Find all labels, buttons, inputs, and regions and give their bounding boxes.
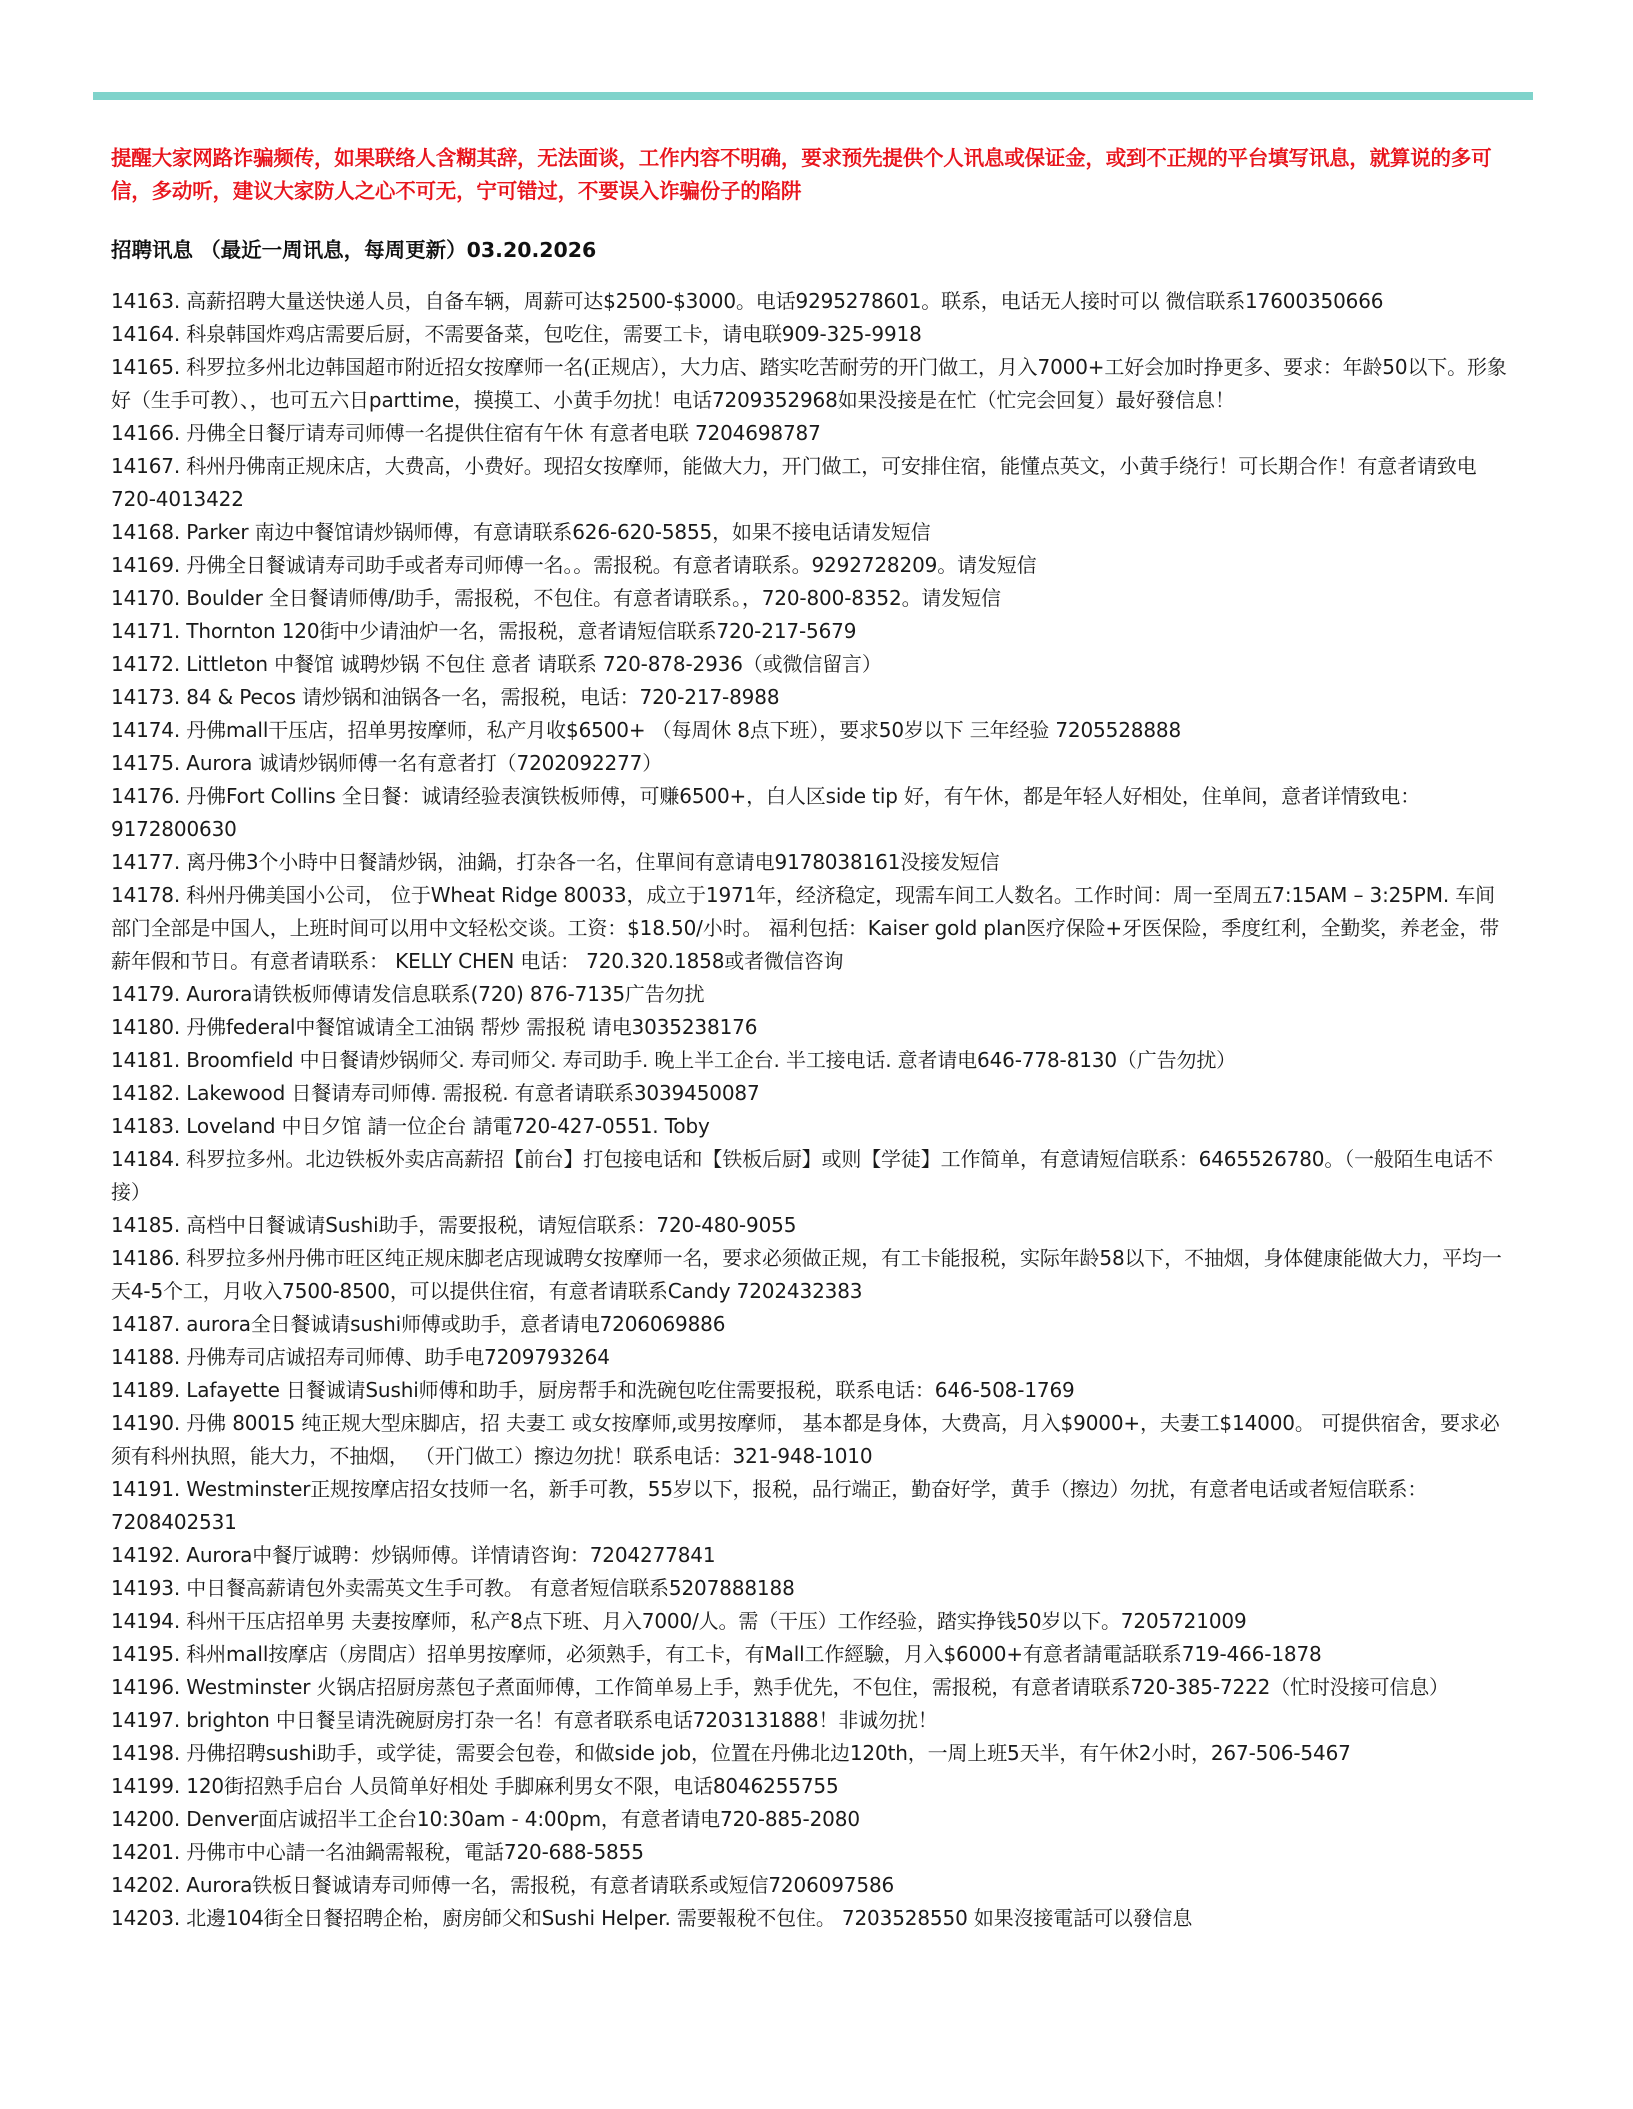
job-listings: [111, 285, 1511, 1935]
listing-item: 14199. 120街招熟手启台 人员简单好相处 手脚麻利男女不限，电话8046255755: [111, 1774, 839, 1798]
listing-item: 14170. Boulder 全日餐请师傅/助手，需报税，不包住。有意者请联系。，720-800-8352。请发短信: [111, 586, 1001, 610]
listing-item: 14183. Loveland 中日夕馆 請一位企台 請電720-427-0551. Toby: [111, 1114, 710, 1138]
top-divider: [93, 92, 1533, 100]
listing-item: 14198. 丹佛招聘sushi助手，或学徒，需要会包卷，和做side job，位置在丹佛北边120th，一周上班5天半，有午休2小时，267-506-5467: [111, 1741, 1351, 1765]
listing-item: 14166. 丹佛全日餐厅请寿司师傅一名提供住宿有午休 有意者电联 7204698787: [111, 421, 821, 445]
listing-item: 14201. 丹佛市中心請一名油鍋需報稅，電話720-688-5855: [111, 1840, 644, 1864]
listing-item: 14176. 丹佛Fort Collins 全日餐：诚请经验表演铁板师傅，可赚6500+，白人区side tip 好，有午休，都是年轻人好相处，住单间，意者详情致电：9172800630: [111, 784, 1421, 841]
listing-item: 14202. Aurora铁板日餐诚请寿司师傅一名，需报税，有意者请联系或短信7206097586: [111, 1873, 895, 1897]
listing-item: 14184. 科罗拉多州。北边铁板外卖店高薪招【前台】打包接电话和【铁板后厨】或则【学徒】工作简单，有意请短信联系：6465526780。（一般陌生电话不接）: [111, 1147, 1494, 1204]
listing-item: 14180. 丹佛federal中餐馆诚请全工油锅 帮炒 需报税 请电3035238176: [111, 1015, 758, 1039]
listing-item: 14175. Aurora 诚请炒锅师傅一名有意者打（7202092277）: [111, 751, 663, 775]
listing-item: 14188. 丹佛寿司店诚招寿司师傅、助手电7209793264: [111, 1345, 610, 1369]
listing-item: 14197. brighton 中日餐呈请洗碗厨房打杂一名！有意者联系电话7203131888！非诚勿扰！: [111, 1708, 938, 1732]
listing-item: 14167. 科州丹佛南正规床店，大费高，小费好。现招女按摩师，能做大力，开门做工，可安排住宿，能懂点英文，小黄手绕行！可长期合作！有意者请致电 720-4013422: [111, 454, 1477, 511]
listing-item: 14168. Parker 南边中餐馆请炒锅师傅，有意请联系626-620-5855，如果不接电话请发短信: [111, 520, 931, 544]
fraud-warning: 提醒大家网路诈骗频传，如果联络人含糊其辞，无法面谈，工作内容不明确，要求预先提供个人讯息或保证金，或到不正规的平台填写讯息，就算说的多可信，多动听，建议大家防人之心不可无，宁可错过，不要误入诈骗份子的陷阱: [111, 146, 1492, 203]
listing-item: 14163. 高薪招聘大量送快递人员，自备车辆，周薪可达$2500-$3000。电话9295278601。联系，电话无人接时可以 微信联系17600350666: [111, 289, 1384, 313]
listing-item: 14179. Aurora请铁板师傅请发信息联系(720) 876-7135广告勿扰: [111, 982, 705, 1006]
listing-item: 14171. Thornton 120街中少请油炉一名，需报税，意者请短信联系720-217-5679: [111, 619, 857, 643]
listing-item: 14193. 中日餐高薪请包外卖需英文生手可教。 有意者短信联系5207888188: [111, 1576, 795, 1600]
listing-item: 14196. Westminster 火锅店招厨房蒸包子煮面师傅，工作简单易上手，熟手优先，不包住，需报税，有意者请联系720-385-7222（忙时没接可信息）: [111, 1675, 1449, 1699]
listing-item: 14169. 丹佛全日餐诚请寿司助手或者寿司师傅一名。。需报税。有意者请联系。9292728209。请发短信: [111, 553, 1037, 577]
listing-item: 14200. Denver面店诚招半工企台10:30am - 4:00pm，有意者请电720-885-2080: [111, 1807, 860, 1831]
listing-item: 14195. 科州mall按摩店（房間店）招单男按摩师，必须熟手，有工卡，有Mall工作經驗，月入$6000+有意者請電話联系719-466-1878: [111, 1642, 1322, 1666]
listing-item: 14191. Westminster正规按摩店招女技师一名，新手可教，55岁以下，报税，品行端正，勤奋好学，黄手（擦边）勿扰，有意者电话或者短信联系：7208402531: [111, 1477, 1428, 1534]
listing-item: 14165. 科罗拉多州北边韩国超市附近招女按摩师一名(正规店），大力店、踏实吃苦耐劳的开门做工，月入7000+工好会加时挣更多、要求：年龄50以下。形象好（生手可教）、，也可五六日parttime，摸摸工、小黄手勿扰！电话7209352968如果没接是在忙（忙完会回复）最好發信息！: [111, 355, 1507, 412]
section-title: 招聘讯息 （最近一周讯息，每周更新）03.20.2026: [111, 238, 597, 262]
listing-item: 14177. 离丹佛3个小時中日餐請炒锅，油鍋，打杂各一名，住單间有意请电9178038161没接发短信: [111, 850, 1000, 874]
listing-item: 14187. aurora全日餐诚请sushi师傅或助手，意者请电7206069886: [111, 1312, 726, 1336]
listing-item: 14173. 84 & Pecos 请炒锅和油锅各一名，需报税，电话：720-217-8988: [111, 685, 780, 709]
listing-item: 14172. Littleton 中餐馆 诚聘炒锅 不包住 意者 请联系 720-878-2936（或微信留言）: [111, 652, 882, 676]
listing-item: 14185. 高档中日餐诚请Sushi助手，需要报税，请短信联系：720-480-9055: [111, 1213, 797, 1237]
listing-item: 14164. 科泉韩国炸鸡店需要后厨，不需要备菜，包吃住，需要工卡，请电联909-325-9918: [111, 322, 922, 346]
listing-item: 14194. 科州干压店招单男 夫妻按摩师，私产8点下班、月入7000/人。需（干压）工作经验，踏实挣钱50岁以下。7205721009: [111, 1609, 1247, 1633]
listing-item: 14189. Lafayette 日餐诚请Sushi师傅和助手，厨房帮手和洗碗包吃住需要报税，联系电话：646-508-1769: [111, 1378, 1075, 1402]
listing-item: 14174. 丹佛mall干压店，招单男按摩师，私产月收$6500+ （每周休 8点下班），要求50岁以下 三年经验 7205528888: [111, 718, 1182, 742]
listing-item: 14178. 科州丹佛美国小公司， 位于Wheat Ridge 80033，成立于1971年，经济稳定，现需车间工人数名。工作时间：周一至周五7:15AM – 3:25PM. 车间部门全部是中国人，上班时间可以用中文轻松交谈。工资：$18.50/小时。 福利包括：Kaiser gold plan医疗保险+牙医保险，季度红利，全勤奖，养老金，带薪年假和节日。有意者请联系： KELLY CHEN 电话： 720.320.1858或者微信咨询: [111, 883, 1500, 973]
listing-item: 14190. 丹佛 80015 纯正规大型床脚店，招 夫妻工 或女按摩师,或男按摩师， 基本都是身体，大费高，月入$9000+，夫妻工$14000。 可提供宿舍，要求必须有科州执照，能大力，不抽烟， （开门做工）擦边勿扰！联系电话：321-948-1010: [111, 1411, 1500, 1468]
listing-item: 14181. Broomfield 中日餐请炒锅师父. 寿司师父. 寿司助手. 晚上半工企台. 半工接电话. 意者请电646-778-8130（广告勿扰）: [111, 1048, 1237, 1072]
listing-item: 14192. Aurora中餐厅诚聘：炒锅师傅。详情请咨询：7204277841: [111, 1543, 716, 1567]
listing-item: 14186. 科罗拉多州丹佛市旺区纯正规床脚老店现诚聘女按摩师一名，要求必须做正规，有工卡能报税，实际年龄58以下，不抽烟，身体健康能做大力，平均一天4-5个工，月收入7500-8500，可以提供住宿，有意者请联系Candy 7202432383: [111, 1246, 1502, 1303]
listing-item: 14203. 北邊104街全日餐招聘企枱，廚房師父和Sushi Helper. 需要報稅不包住。 7203528550 如果沒接電話可以發信息: [111, 1906, 1193, 1930]
listing-item: 14182. Lakewood 日餐请寿司师傅. 需报税. 有意者请联系3039450087: [111, 1081, 760, 1105]
